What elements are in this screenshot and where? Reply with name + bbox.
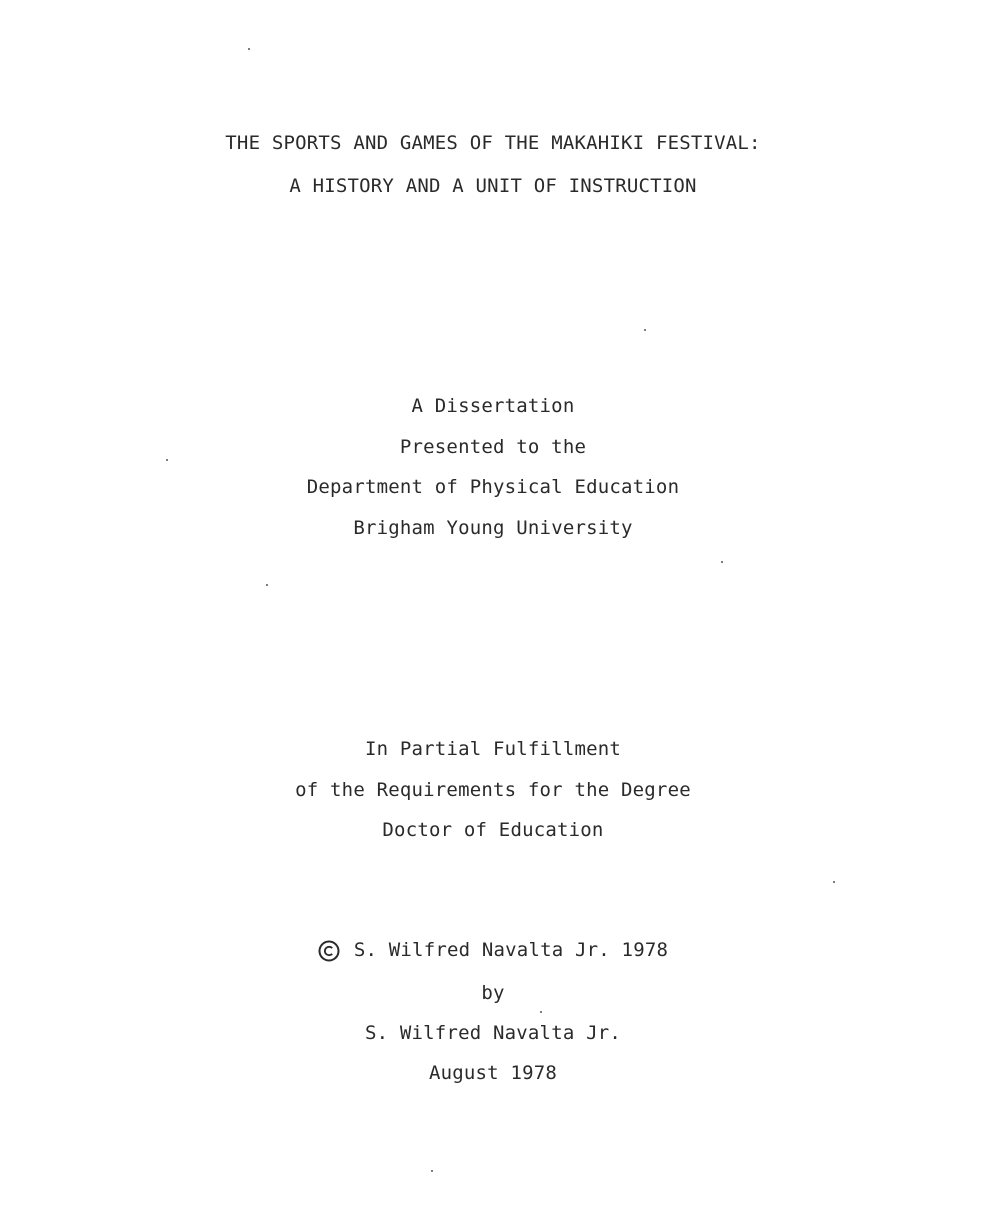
author-name: S. Wilfred Navalta Jr.: [364, 1022, 622, 1044]
fulfillment-line-1: In Partial Fulfillment: [364, 738, 622, 760]
scan-speck: [540, 1011, 542, 1013]
copyright-notice: [0, 938, 986, 962]
copyright-icon: [318, 940, 340, 962]
department-name: Department of Physical Education: [306, 476, 680, 498]
copyright-text: S. Wilfred Navalta Jr. 1978: [353, 939, 669, 961]
title-line-2: A HISTORY AND A UNIT OF INSTRUCTION: [289, 175, 697, 197]
scan-speck: [166, 459, 168, 461]
scan-speck: [248, 48, 250, 50]
submission-date: August 1978: [428, 1062, 558, 1084]
scan-speck: [833, 881, 835, 883]
scan-speck: [644, 329, 646, 331]
scan-speck: [431, 1170, 433, 1172]
fulfillment-line-2: of the Requirements for the Degree: [295, 779, 691, 801]
university-name: Brigham Young University: [353, 517, 633, 539]
scan-speck: [266, 584, 268, 586]
dissertation-label: A Dissertation: [411, 395, 575, 417]
title-line-1: THE SPORTS AND GAMES OF THE MAKAHIKI FESTIVAL:: [225, 132, 761, 154]
by-label: by: [481, 982, 505, 1004]
scan-speck: [721, 561, 723, 563]
degree-name: Doctor of Education: [382, 819, 604, 841]
presented-to-label: Presented to the: [399, 436, 587, 458]
